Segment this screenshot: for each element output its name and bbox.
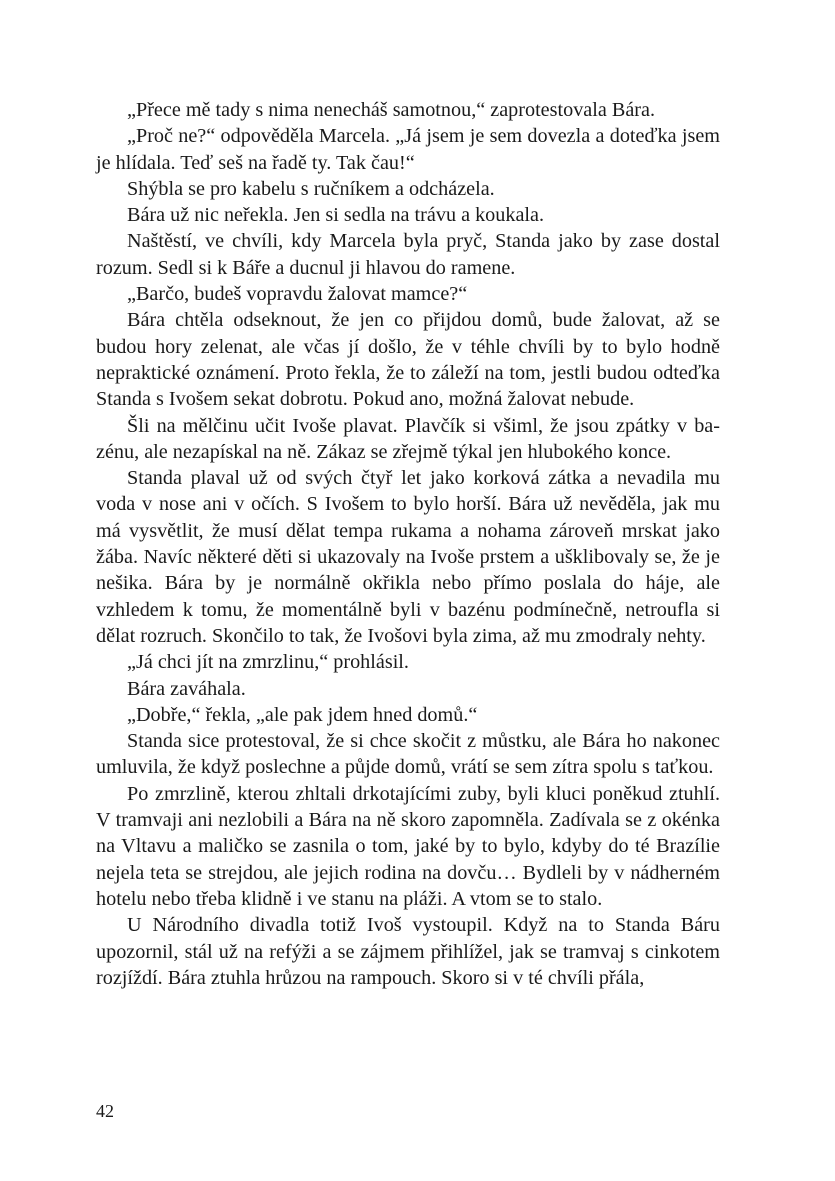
paragraph: „Přece mě tady s nima nenecháš samotnou,“ zaprotestovala Bára. [127,99,656,121]
paragraph: „Proč ne?“ odpověděla Marcela. „Já jsem je sem dovezla a doteďka jsem je hlídala. Teď seš na řadě ty. Tak čau!“ [96,125,720,174]
paragraph: Bára chtěla odseknout, že jen co přijdou domů, bude žalovat, až se budou hory zelenat, ale včas jí došlo, že v téhle chvíli by to bylo hodně nepraktické oznámení. Proto řekla, že to záleží na tom, jestli budou odteďka Standa s Ivošem sekat dobrotu. Pokud ano, možná žalovat nebude. [96,309,720,411]
paragraph: Bára zaváhala. [127,677,246,700]
paragraph: Naštěstí, ve chvíli, kdy Marcela byla pryč, Standa jako by zase dostal rozum. Sedl si k Báře a ducnul ji hlavou do ramene. [96,230,720,279]
book-page-text [96,97,720,991]
page-number: 42 [96,1101,114,1121]
paragraph: Standa plaval už od svých čtyř let jako korková zátka a nevadila mu voda v nose ani v očích. S Ivošem to bylo horší. Bára už nevěděla, jak mu má vysvětlit, že musí dělat tempa rukama a nohama zároveň mrskat jako žába. Navíc některé děti si ukazovaly na Ivoše prstem a ušklibovaly se, že je nešika. Bára by je normálně okřikla nebo přímo poslala do háje, ale vzhledem k tomu, že momentálně byli v bazénu podmínečně, netroufla si dělat rozruch. Skončilo to tak, že Ivošovi byla zima, až mu zmodraly nehty. [96,467,720,647]
paragraph: Standa sice protestoval, že si chce skočit z můstku, ale Bára ho nakonec umluvila, že když poslechne a půjde domů, vrátí se sem zítra spolu s taťkou. [96,730,720,779]
paragraph: Shýbla se pro kabelu s ručníkem a odcházela. [127,177,495,200]
paragraph: Po zmrzlině, kterou zhltali drkotajícími zuby, byli kluci poněkud ztuhlí. V tramvaji ani nezlobili a Bára na ně skoro zapomněla. Zadívala se z okénka na Vltavu a maličko se zasnila o tom, jaké by to bylo, kdyby do té Brazílie nejela teta se strejdou, ale jejich rodina na dovču… Bydleli by v nádherném hotelu nebo třeba klidně i ve stanu na pláži. A vtom se to stalo. [96,782,720,910]
paragraph: Bára už nic neřekla. Jen si sedla na trávu a koukala. [127,204,545,227]
paragraph: Šli na mělčinu učit Ivoše plavat. Plavčík si všiml, že jsou zpátky v bazénu, ale nezapískal na ně. Zákaz se zřejmě týkal jen hlubokého konce. [96,414,720,463]
paragraph: „Já chci jít na zmrzlinu,“ prohlásil. [127,651,409,674]
paragraph: U Národního divadla totiž Ivoš vystoupil. Když na to Standa Báru upozornil, stál už na refýži a se zájmem přihlížel, jak se tramvaj s cinkotem rozjíždí. Bára ztuhla hrůzou na rampouch. Skoro si v té chvíli přála, [96,914,720,989]
paragraph: „Dobře,“ řekla, „ale pak jdem hned domů.“ [127,703,478,726]
paragraph: „Barčo, budeš vopravdu žalovat mamce?“ [127,283,468,306]
